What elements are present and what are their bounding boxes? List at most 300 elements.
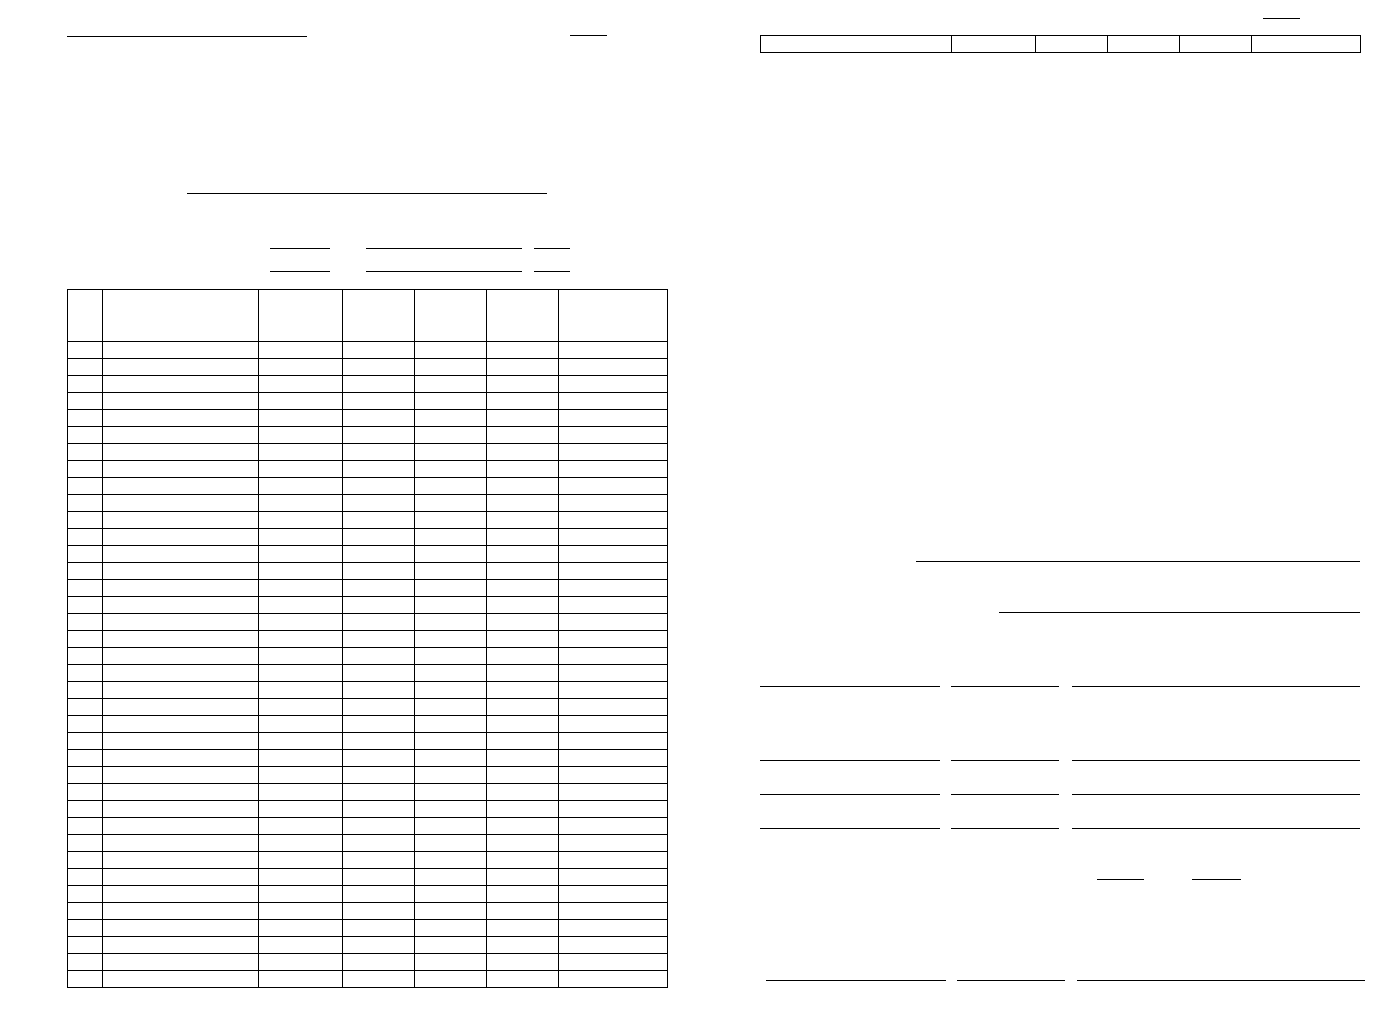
- table-cell[interactable]: [487, 393, 559, 410]
- table-cell[interactable]: [68, 393, 103, 410]
- table-cell[interactable]: [259, 784, 343, 801]
- column-number: [259, 342, 343, 359]
- table-cell[interactable]: [68, 444, 103, 461]
- ended-year-field[interactable]: [270, 271, 330, 272]
- table-cell[interactable]: [343, 903, 415, 920]
- table-cell[interactable]: [487, 767, 559, 784]
- started-year-field[interactable]: [270, 248, 330, 249]
- table-cell[interactable]: [487, 444, 559, 461]
- table-cell[interactable]: [415, 699, 487, 716]
- member2-position-line[interactable]: [760, 794, 940, 795]
- table-cell[interactable]: [68, 648, 103, 665]
- place-line[interactable]: [187, 193, 547, 194]
- table-cell[interactable]: [68, 546, 103, 563]
- company-name-line[interactable]: [67, 36, 307, 37]
- table-cell[interactable]: [559, 427, 668, 444]
- table-cell[interactable]: [415, 478, 487, 495]
- table-cell[interactable]: [559, 971, 668, 988]
- table-cell[interactable]: [103, 801, 259, 818]
- table-cell[interactable]: [415, 529, 487, 546]
- table-cell[interactable]: [559, 954, 668, 971]
- table-cell[interactable]: [68, 750, 103, 767]
- table-cell[interactable]: [415, 852, 487, 869]
- table-cell[interactable]: [487, 563, 559, 580]
- table-cell[interactable]: [103, 359, 259, 376]
- table-cell[interactable]: [487, 682, 559, 699]
- table-cell[interactable]: [415, 869, 487, 886]
- table-cell[interactable]: [559, 886, 668, 903]
- table-cell[interactable]: [103, 682, 259, 699]
- responsible-signature-line[interactable]: [957, 980, 1065, 981]
- member3-name-line[interactable]: [1072, 828, 1360, 829]
- table-cell[interactable]: [415, 495, 487, 512]
- table-row: [68, 801, 668, 818]
- table-cell[interactable]: [415, 954, 487, 971]
- table-cell[interactable]: [559, 359, 668, 376]
- table-row: [68, 682, 668, 699]
- table-cell[interactable]: [343, 648, 415, 665]
- table-cell[interactable]: [68, 818, 103, 835]
- table-cell[interactable]: [103, 869, 259, 886]
- table-cell[interactable]: [259, 818, 343, 835]
- table-cell[interactable]: [415, 903, 487, 920]
- table-cell[interactable]: [103, 461, 259, 478]
- member2-name-line[interactable]: [1072, 794, 1360, 795]
- table-cell[interactable]: [487, 631, 559, 648]
- table-cell[interactable]: [103, 835, 259, 852]
- ended-day-field[interactable]: [534, 271, 570, 272]
- table-cell[interactable]: [259, 546, 343, 563]
- table-cell[interactable]: [415, 886, 487, 903]
- table-cell[interactable]: [103, 971, 259, 988]
- table-cell[interactable]: [343, 410, 415, 427]
- table-cell[interactable]: [487, 529, 559, 546]
- table-cell[interactable]: [68, 920, 103, 937]
- table-cell[interactable]: [103, 648, 259, 665]
- table-cell[interactable]: [259, 376, 343, 393]
- table-cell[interactable]: [343, 393, 415, 410]
- table-cell[interactable]: [259, 410, 343, 427]
- table-cell[interactable]: [103, 427, 259, 444]
- table-cell[interactable]: [343, 665, 415, 682]
- table-cell[interactable]: [103, 886, 259, 903]
- table-cell[interactable]: [259, 699, 343, 716]
- table-cell[interactable]: [68, 563, 103, 580]
- table-cell[interactable]: [103, 716, 259, 733]
- table-cell[interactable]: [343, 512, 415, 529]
- table-cell[interactable]: [259, 716, 343, 733]
- table-cell[interactable]: [415, 376, 487, 393]
- table-cell[interactable]: [343, 529, 415, 546]
- table-cell[interactable]: [559, 614, 668, 631]
- table-cell[interactable]: [343, 716, 415, 733]
- member2-signature-line[interactable]: [951, 794, 1059, 795]
- table-cell[interactable]: [415, 359, 487, 376]
- table-cell[interactable]: [487, 512, 559, 529]
- table-cell[interactable]: [487, 427, 559, 444]
- table-cell[interactable]: [68, 580, 103, 597]
- table-cell[interactable]: [68, 801, 103, 818]
- table-cell[interactable]: [259, 563, 343, 580]
- table-cell[interactable]: [343, 767, 415, 784]
- table-cell[interactable]: [259, 665, 343, 682]
- table-cell[interactable]: [68, 767, 103, 784]
- table-cell[interactable]: [487, 937, 559, 954]
- table-cell[interactable]: [415, 784, 487, 801]
- table-cell[interactable]: [68, 903, 103, 920]
- table-cell[interactable]: [559, 750, 668, 767]
- table-cell[interactable]: [487, 614, 559, 631]
- started-month-field[interactable]: [366, 248, 522, 249]
- table-cell[interactable]: [487, 546, 559, 563]
- table-cell[interactable]: [559, 546, 668, 563]
- ended-month-field[interactable]: [366, 271, 522, 272]
- last-number-field[interactable]: [999, 612, 1360, 613]
- table-cell[interactable]: [259, 427, 343, 444]
- table-cell[interactable]: [259, 801, 343, 818]
- table-cell[interactable]: [68, 478, 103, 495]
- table-cell[interactable]: [559, 920, 668, 937]
- table-cell[interactable]: [103, 750, 259, 767]
- table-cell[interactable]: [559, 461, 668, 478]
- table-cell[interactable]: [259, 835, 343, 852]
- table-cell[interactable]: [259, 750, 343, 767]
- table-cell[interactable]: [415, 512, 487, 529]
- table-cell[interactable]: [559, 716, 668, 733]
- table-cell[interactable]: [415, 580, 487, 597]
- member1-name-line[interactable]: [1072, 760, 1360, 761]
- table-cell[interactable]: [68, 597, 103, 614]
- table-cell[interactable]: [415, 427, 487, 444]
- table-cell[interactable]: [559, 597, 668, 614]
- table-cell[interactable]: [559, 699, 668, 716]
- member3-position-line[interactable]: [760, 828, 940, 829]
- table-cell[interactable]: [259, 529, 343, 546]
- table-cell[interactable]: [343, 954, 415, 971]
- table-cell[interactable]: [68, 376, 103, 393]
- table-cell[interactable]: [68, 631, 103, 648]
- table-cell[interactable]: [103, 631, 259, 648]
- table-cell[interactable]: [487, 716, 559, 733]
- table-cell[interactable]: [343, 580, 415, 597]
- table-cell[interactable]: [103, 546, 259, 563]
- table-cell[interactable]: [487, 784, 559, 801]
- table-cell[interactable]: [68, 971, 103, 988]
- member1-signature-line[interactable]: [951, 760, 1059, 761]
- table-cell[interactable]: [415, 665, 487, 682]
- table-cell[interactable]: [68, 614, 103, 631]
- table-cell[interactable]: [415, 648, 487, 665]
- table-cell[interactable]: [487, 580, 559, 597]
- table-cell[interactable]: [559, 903, 668, 920]
- table-cell[interactable]: [343, 427, 415, 444]
- table-cell[interactable]: [343, 478, 415, 495]
- table-cell[interactable]: [103, 580, 259, 597]
- statement-to-field[interactable]: [1192, 879, 1241, 880]
- table-cell[interactable]: [343, 699, 415, 716]
- table-cell[interactable]: [68, 495, 103, 512]
- table-cell[interactable]: [343, 376, 415, 393]
- table-cell[interactable]: [103, 767, 259, 784]
- header-number-field[interactable]: [570, 35, 607, 36]
- table-cell[interactable]: [103, 410, 259, 427]
- table-cell[interactable]: [259, 852, 343, 869]
- table-cell[interactable]: [487, 886, 559, 903]
- table-cell[interactable]: [487, 835, 559, 852]
- table-cell[interactable]: [559, 733, 668, 750]
- table-row: [68, 393, 668, 410]
- table-cell[interactable]: [103, 954, 259, 971]
- table-row: [68, 580, 668, 597]
- table-cell[interactable]: [415, 716, 487, 733]
- table-cell[interactable]: [559, 784, 668, 801]
- chair-position-line[interactable]: [760, 686, 940, 687]
- table-cell[interactable]: [343, 444, 415, 461]
- responsible-name-line[interactable]: [1077, 980, 1365, 981]
- right-header-number-field[interactable]: [1263, 18, 1300, 19]
- table-cell[interactable]: [415, 461, 487, 478]
- table-cell[interactable]: [259, 597, 343, 614]
- table-cell[interactable]: [487, 801, 559, 818]
- table-cell[interactable]: [343, 733, 415, 750]
- table-cell[interactable]: [259, 631, 343, 648]
- table-row: [68, 784, 668, 801]
- table-cell[interactable]: [487, 954, 559, 971]
- table-cell[interactable]: [103, 495, 259, 512]
- table-cell[interactable]: [343, 631, 415, 648]
- table-cell[interactable]: [415, 835, 487, 852]
- table-row: [68, 716, 668, 733]
- table-cell[interactable]: [103, 563, 259, 580]
- table-cell[interactable]: [259, 767, 343, 784]
- debt-sum-cell[interactable]: [259, 359, 343, 376]
- chair-name-line[interactable]: [1072, 686, 1360, 687]
- table-cell[interactable]: [343, 614, 415, 631]
- table-cell[interactable]: [559, 835, 668, 852]
- table-cell[interactable]: [487, 920, 559, 937]
- table-cell[interactable]: [415, 597, 487, 614]
- table-cell[interactable]: [103, 614, 259, 631]
- table-cell[interactable]: [103, 393, 259, 410]
- responsible-position-line[interactable]: [766, 980, 946, 981]
- table-cell[interactable]: [343, 359, 415, 376]
- table-cell[interactable]: [487, 903, 559, 920]
- table-cell[interactable]: [259, 903, 343, 920]
- table-cell[interactable]: [487, 699, 559, 716]
- table-cell[interactable]: [259, 461, 343, 478]
- table-cell[interactable]: [343, 835, 415, 852]
- table-cell[interactable]: [103, 376, 259, 393]
- table-cell[interactable]: [343, 597, 415, 614]
- member1-position-line[interactable]: [760, 760, 940, 761]
- table-cell[interactable]: [343, 852, 415, 869]
- table-cell[interactable]: [487, 750, 559, 767]
- table-cell[interactable]: [487, 852, 559, 869]
- table-cell[interactable]: [415, 801, 487, 818]
- table-cell[interactable]: [259, 512, 343, 529]
- table-cell[interactable]: [487, 733, 559, 750]
- table-cell[interactable]: [68, 733, 103, 750]
- table-cell[interactable]: [103, 699, 259, 716]
- table-cell[interactable]: [559, 665, 668, 682]
- table-cell[interactable]: [559, 869, 668, 886]
- table-cell[interactable]: [559, 580, 668, 597]
- table-cell[interactable]: [68, 359, 103, 376]
- table-cell[interactable]: [103, 818, 259, 835]
- table-cell[interactable]: [343, 886, 415, 903]
- table-cell[interactable]: [259, 937, 343, 954]
- table-cell[interactable]: [259, 954, 343, 971]
- started-day-field[interactable]: [534, 248, 570, 249]
- table-cell[interactable]: [559, 529, 668, 546]
- table-cell[interactable]: [68, 512, 103, 529]
- statement-from-field[interactable]: [1097, 879, 1144, 880]
- table-row: [68, 444, 668, 461]
- table-cell[interactable]: [68, 869, 103, 886]
- table-row: [68, 512, 668, 529]
- table-cell[interactable]: [487, 869, 559, 886]
- table-cell[interactable]: [415, 971, 487, 988]
- table-cell[interactable]: [487, 376, 559, 393]
- header-other-data: [559, 290, 668, 342]
- table-cell[interactable]: [415, 920, 487, 937]
- table-cell[interactable]: [559, 512, 668, 529]
- table-cell[interactable]: [343, 461, 415, 478]
- table-cell[interactable]: [487, 478, 559, 495]
- table-cell[interactable]: [103, 529, 259, 546]
- written-field[interactable]: [916, 561, 1360, 562]
- table-cell[interactable]: [343, 801, 415, 818]
- member3-signature-line[interactable]: [951, 828, 1059, 829]
- table-cell[interactable]: [559, 393, 668, 410]
- table-cell[interactable]: [68, 954, 103, 971]
- table-cell[interactable]: [415, 546, 487, 563]
- table-cell[interactable]: [103, 937, 259, 954]
- table-cell[interactable]: [487, 359, 559, 376]
- table-cell[interactable]: [415, 733, 487, 750]
- table-cell[interactable]: [559, 852, 668, 869]
- table-cell[interactable]: [343, 750, 415, 767]
- table-cell[interactable]: [415, 444, 487, 461]
- table-cell[interactable]: [415, 682, 487, 699]
- table-cell[interactable]: [103, 665, 259, 682]
- table-cell[interactable]: [68, 852, 103, 869]
- table-cell[interactable]: [259, 614, 343, 631]
- table-cell[interactable]: [259, 733, 343, 750]
- table-cell[interactable]: [415, 818, 487, 835]
- table-cell[interactable]: [103, 920, 259, 937]
- table-cell[interactable]: [415, 563, 487, 580]
- table-cell[interactable]: [103, 444, 259, 461]
- table-cell[interactable]: [415, 631, 487, 648]
- table-cell[interactable]: [559, 937, 668, 954]
- table-cell[interactable]: [415, 614, 487, 631]
- table-cell[interactable]: [259, 580, 343, 597]
- table-cell[interactable]: [343, 937, 415, 954]
- table-cell[interactable]: [68, 784, 103, 801]
- table-cell[interactable]: [487, 597, 559, 614]
- table-cell[interactable]: [103, 733, 259, 750]
- table-cell[interactable]: [559, 648, 668, 665]
- table-cell[interactable]: [68, 937, 103, 954]
- table-cell[interactable]: [559, 444, 668, 461]
- table-cell[interactable]: [68, 682, 103, 699]
- table-cell[interactable]: [259, 920, 343, 937]
- table-cell[interactable]: [343, 971, 415, 988]
- table-cell[interactable]: [259, 478, 343, 495]
- table-cell[interactable]: [559, 682, 668, 699]
- header-repayment-term: [487, 290, 559, 342]
- table-cell[interactable]: [487, 818, 559, 835]
- table-cell[interactable]: [68, 461, 103, 478]
- table-cell[interactable]: [487, 648, 559, 665]
- table-cell[interactable]: [559, 767, 668, 784]
- table-cell[interactable]: [487, 461, 559, 478]
- table-cell[interactable]: [103, 512, 259, 529]
- table-cell[interactable]: [259, 971, 343, 988]
- table-cell[interactable]: [343, 784, 415, 801]
- table-row: [68, 886, 668, 903]
- table-cell[interactable]: [103, 784, 259, 801]
- table-cell[interactable]: [343, 495, 415, 512]
- table-cell[interactable]: [487, 971, 559, 988]
- table-cell[interactable]: [259, 444, 343, 461]
- table-cell[interactable]: [68, 886, 103, 903]
- table-cell[interactable]: [68, 529, 103, 546]
- table-cell[interactable]: [103, 478, 259, 495]
- table-cell[interactable]: [559, 495, 668, 512]
- table-cell[interactable]: [68, 410, 103, 427]
- table-cell[interactable]: [343, 546, 415, 563]
- table-cell[interactable]: [415, 937, 487, 954]
- table-cell[interactable]: [343, 563, 415, 580]
- table-cell[interactable]: [103, 597, 259, 614]
- table-cell[interactable]: [68, 699, 103, 716]
- table-cell[interactable]: [487, 410, 559, 427]
- table-cell[interactable]: [559, 376, 668, 393]
- table-cell[interactable]: [559, 563, 668, 580]
- chair-signature-line[interactable]: [951, 686, 1059, 687]
- table-cell[interactable]: [487, 495, 559, 512]
- table-cell[interactable]: [559, 478, 668, 495]
- table-cell[interactable]: [559, 410, 668, 427]
- table-cell[interactable]: [559, 801, 668, 818]
- table-cell[interactable]: [487, 665, 559, 682]
- table-cell[interactable]: [415, 750, 487, 767]
- table-cell[interactable]: [259, 393, 343, 410]
- table-cell[interactable]: [343, 869, 415, 886]
- table-cell[interactable]: [343, 818, 415, 835]
- table-cell[interactable]: [259, 869, 343, 886]
- table-cell[interactable]: [259, 886, 343, 903]
- table-cell[interactable]: [259, 648, 343, 665]
- table-cell[interactable]: [68, 665, 103, 682]
- table-cell[interactable]: [415, 767, 487, 784]
- table-cell[interactable]: [559, 818, 668, 835]
- table-cell[interactable]: [103, 903, 259, 920]
- table-cell[interactable]: [103, 852, 259, 869]
- table-cell[interactable]: [559, 631, 668, 648]
- table-cell[interactable]: [415, 393, 487, 410]
- table-cell[interactable]: [343, 920, 415, 937]
- table-cell[interactable]: [415, 410, 487, 427]
- table-cell[interactable]: [343, 682, 415, 699]
- table-cell[interactable]: [68, 835, 103, 852]
- table-cell[interactable]: [68, 716, 103, 733]
- table-cell[interactable]: [68, 427, 103, 444]
- table-cell[interactable]: [259, 682, 343, 699]
- table-cell[interactable]: [259, 495, 343, 512]
